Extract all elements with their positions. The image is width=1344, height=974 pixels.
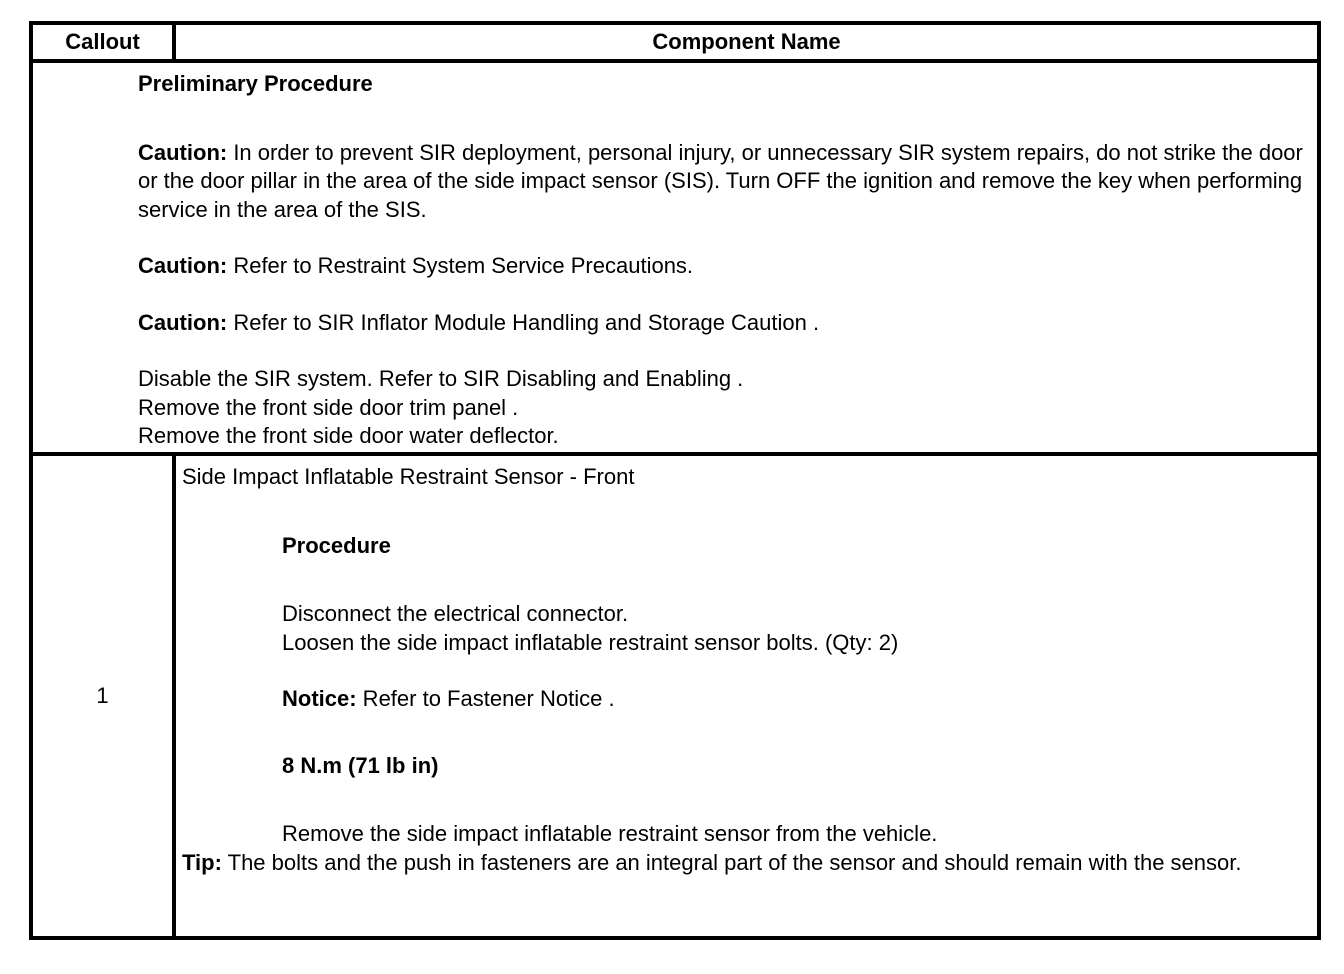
tip — [182, 849, 1303, 878]
caution-text: Refer to SIR Inflator Module Handling and Storage Caution . — [227, 309, 820, 335]
header-component-name: Component Name — [174, 23, 1319, 61]
callout-number: 1 — [31, 454, 174, 938]
tip-label: Tip: — [182, 849, 222, 875]
header-row — [31, 23, 1319, 61]
caution-text: In order to prevent SIR deployment, personal injury, or unnecessary SIR system repairs, do not strike the door or the door pillar in the area of the side impact sensor (SIS). Turn OFF the ignition and remove the key when performing service in the area of the SIS. — [138, 139, 1303, 222]
procedure-table — [29, 21, 1321, 940]
component-name: Side Impact Inflatable Restraint Sensor - Front — [182, 464, 635, 489]
torque-spec: 8 N.m (71 lb in) — [282, 752, 439, 778]
preliminary-cell — [31, 61, 1319, 454]
caution-sis — [138, 139, 1307, 225]
caution-label: Caution: — [138, 309, 228, 335]
procedure-step: Remove the side impact inflatable restraint sensor from the vehicle. — [282, 821, 938, 846]
preliminary-title: Preliminary Procedure — [138, 71, 373, 96]
procedure-document — [29, 21, 1317, 950]
preliminary-step: Disable the SIR system. Refer to SIR Disabling and Enabling . — [138, 366, 744, 391]
header-callout: Callout — [31, 23, 174, 61]
caution-restraint — [138, 252, 1307, 281]
preliminary-step: Remove the front side door trim panel . — [138, 394, 519, 420]
tip-text: The bolts and the push in fasteners are an integral part of the sensor and should remain with the sensor. — [221, 849, 1242, 875]
preliminary-row — [31, 61, 1319, 454]
component-cell — [174, 454, 1319, 938]
notice — [182, 685, 1303, 714]
procedure-step: Disconnect the electrical connector. — [282, 601, 629, 626]
notice-label: Notice: — [282, 686, 357, 711]
caution-inflator — [138, 309, 1307, 338]
preliminary-step: Remove the front side door water deflector. — [138, 423, 559, 448]
caution-text: Refer to Restraint System Service Precautions. — [227, 253, 694, 278]
caution-label: Caution: — [138, 253, 228, 278]
table-row — [31, 454, 1319, 938]
procedure-title: Procedure — [282, 532, 391, 558]
caution-label: Caution: — [138, 139, 228, 165]
notice-text: Refer to Fastener Notice . — [356, 686, 615, 711]
procedure-step: Loosen the side impact inflatable restraint sensor bolts. (Qty: 2) — [282, 629, 899, 655]
